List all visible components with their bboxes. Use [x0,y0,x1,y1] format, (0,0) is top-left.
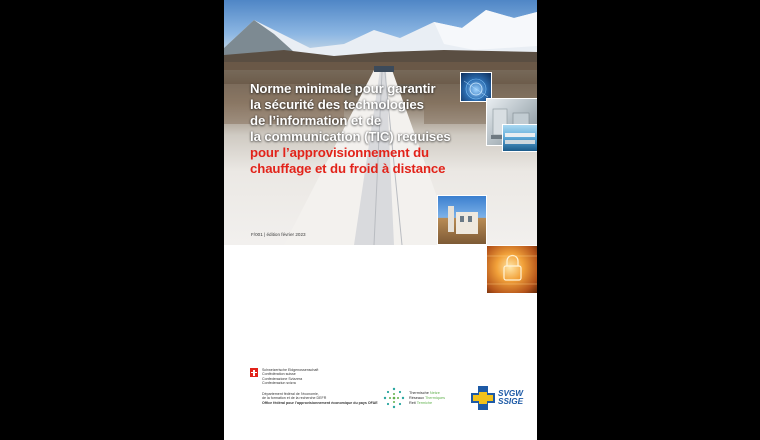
network-dots-icon [382,386,406,410]
security-thumbnail [486,245,537,294]
edition-label: F/001 | édition février 2023 [251,232,306,237]
network-logo-line: Reti Termiche [409,401,433,405]
svgw-cross-icon [470,384,496,412]
ssige-line: SSIGE [498,397,524,406]
building-thumbnail [437,195,487,245]
confederation-names [262,368,318,386]
confederation-name: Confederaziun svizra [262,381,296,386]
confederation-name: Confederazione Svizzera [262,376,303,381]
building-icon [438,196,486,244]
title-line-highlight: chauffage et du froid à distance [250,161,446,176]
network-logo-line: Réseaux Thermiques [409,396,446,400]
title-line: la sécurité des technologies [250,97,424,112]
svgw-logo-text [498,390,523,406]
department-line: Département fédéral de l’économie, [262,392,319,396]
lock-icon [487,246,537,293]
title-line: de l’information et de [250,113,382,128]
network-logo-text [409,391,445,406]
department-block [262,392,378,405]
network-logo-line: Thermische Netze [409,391,440,395]
office-name: Office fédéral pour l’approvisionnement économique du pays OFAE [262,400,378,405]
title-line-highlight: pour l’approvisionnement du [250,145,430,160]
document-title [250,81,510,177]
title-line: Norme minimale pour garantir [250,81,436,96]
thermal-networks-logo [382,386,462,410]
svgw-line: SVGW [498,389,524,398]
title-line: la communication (TIC) requises [250,129,451,144]
document-cover [224,0,537,440]
department-line: de la formation et de la recherche DEFR [262,396,327,401]
swiss-cross-icon [250,368,258,377]
svgw-logo [470,384,534,414]
confederation-name: Schweizerische Eidgenossenschaft [262,368,319,372]
confederation-name: Confédération suisse [262,372,296,377]
